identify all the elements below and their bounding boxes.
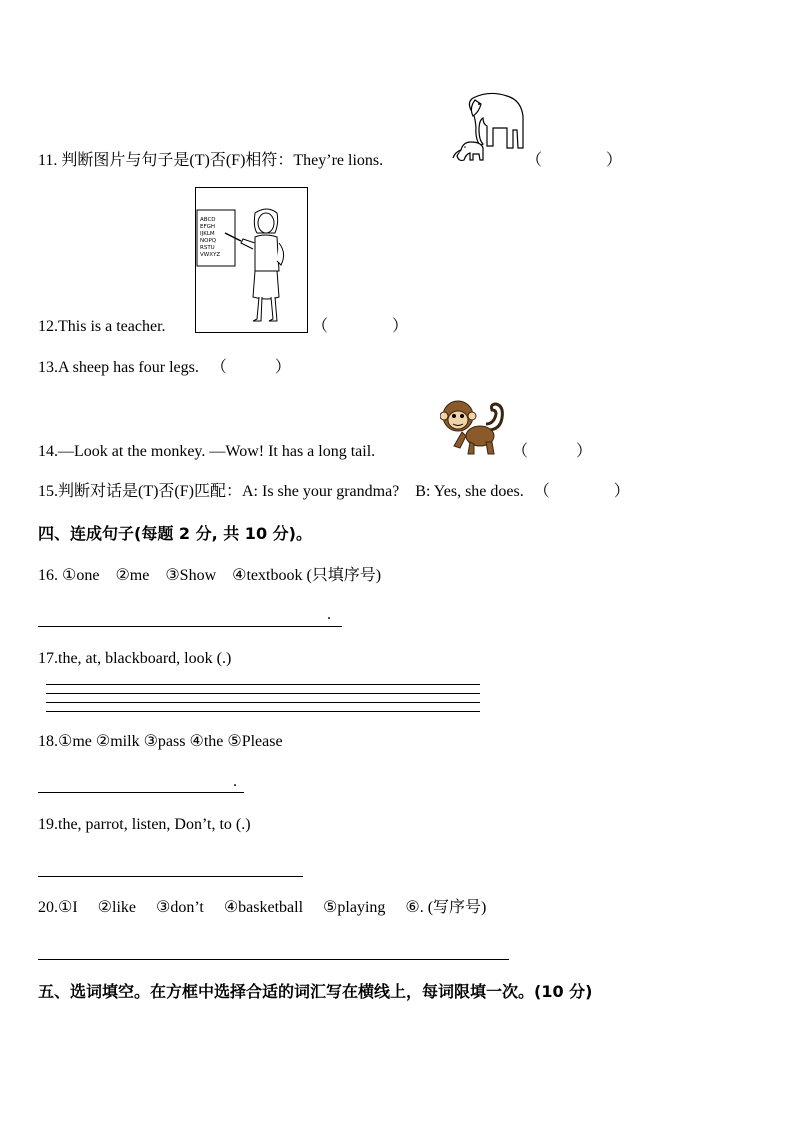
question-14	[38, 442, 375, 462]
question-13-text: 13.A sheep has four legs.	[38, 359, 199, 376]
section-5-heading: 五、选词填空。在方框中选择合适的词汇写在横线上，每词限填一次。(10 分)	[38, 982, 593, 1001]
teacher-image	[195, 187, 308, 333]
chart-letters-4: NOPQ	[200, 238, 217, 244]
writing-rule	[46, 711, 480, 712]
answer-period-18: .	[233, 773, 237, 790]
answer-line-18[interactable]	[38, 792, 244, 793]
chart-letters-2: EFGH	[200, 224, 216, 230]
section-4-heading: 四、连成句子(每题 2 分, 共 10 分)。	[38, 524, 312, 543]
writing-rule	[46, 693, 480, 694]
question-17	[38, 649, 231, 669]
answer-paren-12[interactable]: （ ）	[312, 318, 409, 335]
answer-line-19[interactable]	[38, 876, 303, 877]
answer-line-20[interactable]	[38, 959, 509, 960]
question-11-text: 11. 判断图片与句子是(T)否(F)相符：They’re lions.	[38, 152, 384, 169]
question-20-text: 20.①I ②like ③don’t ④basketball ⑤playing ⑥. (写序号)	[38, 899, 487, 916]
question-17-text: 17.the, at, blackboard, look (.)	[38, 650, 232, 667]
question-16	[38, 566, 381, 586]
writing-rule	[46, 684, 480, 685]
question-12	[38, 317, 166, 337]
question-13	[38, 358, 291, 378]
answer-paren-11[interactable]: （ ）	[526, 152, 623, 169]
question-11	[38, 151, 383, 171]
answer-line-16[interactable]	[38, 626, 342, 627]
question-12-text: 12.This is a teacher.	[38, 318, 166, 335]
question-20	[38, 898, 486, 918]
chart-letters-6: VWXYZ	[200, 252, 221, 258]
answer-period-16: .	[327, 606, 331, 623]
answer-paren-14[interactable]: （ ）	[512, 443, 593, 460]
question-15-text: 15.判断对话是(T)否(F)匹配：A: Is she your grandma? B: Yes, she does.	[38, 483, 524, 500]
chart-letters-3: IJKLM	[200, 231, 215, 237]
chart-letters-1: ABCD	[200, 217, 216, 223]
question-19-text: 19.the, parrot, listen, Don’t, to (.)	[38, 816, 251, 833]
question-18	[38, 732, 283, 752]
question-19	[38, 815, 251, 835]
question-18-text: 18.①me ②milk ③pass ④the ⑤Please	[38, 733, 283, 750]
question-16-text: 16. ①one ②me ③Show ④textbook (只填序号)	[38, 567, 382, 584]
chart-letters-5: RSTU	[200, 245, 215, 251]
elephant-image	[449, 90, 527, 168]
writing-rule	[46, 702, 480, 703]
monkey-image	[440, 396, 508, 462]
answer-paren-15[interactable]: （ ）	[533, 483, 630, 500]
question-14-text: 14.—Look at the monkey. —Wow! It has a long tail.	[38, 443, 376, 460]
answer-paren-13[interactable]: （ ）	[210, 359, 291, 376]
question-15	[38, 482, 630, 502]
